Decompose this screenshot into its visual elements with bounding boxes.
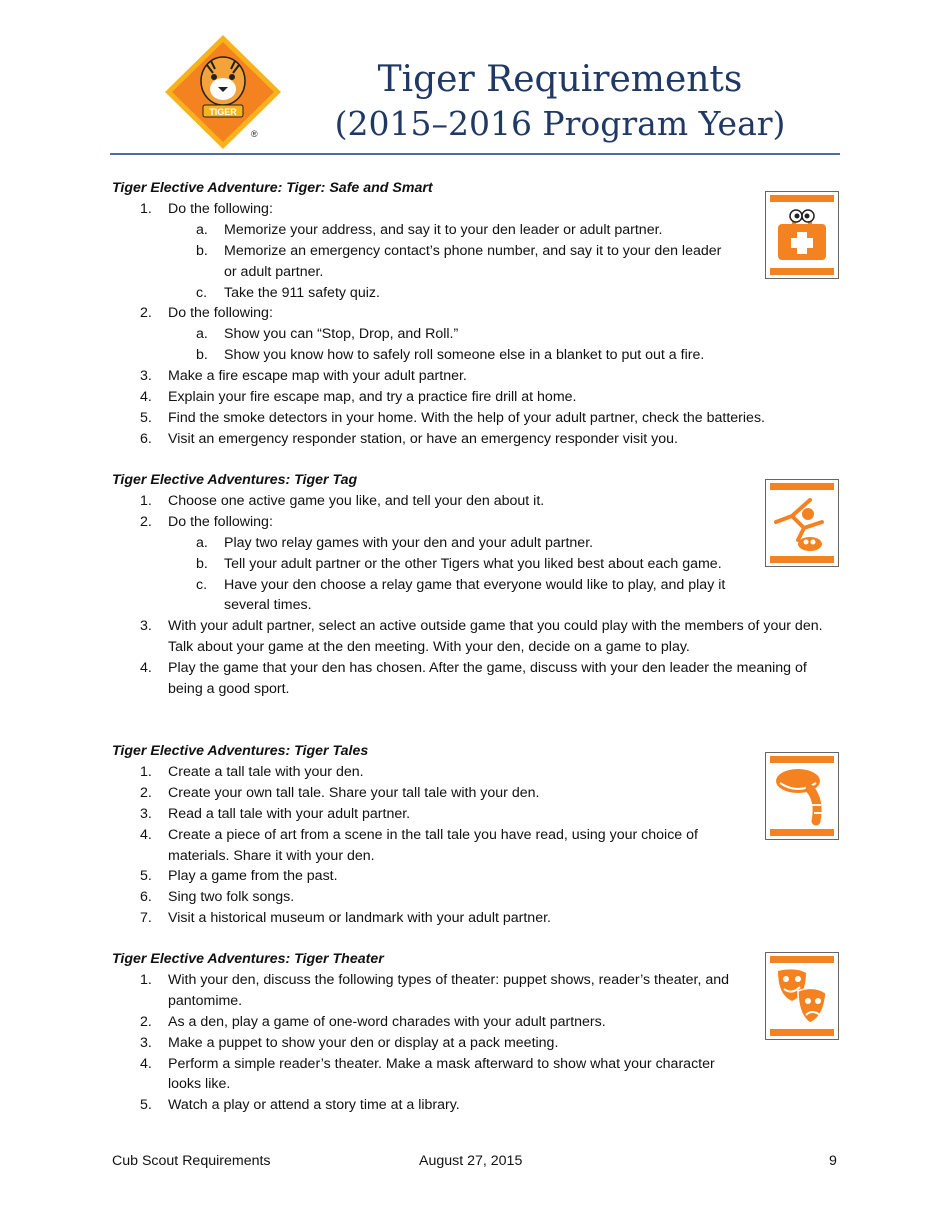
running-tiger-icon [770, 492, 834, 554]
header-divider [110, 153, 840, 155]
list-item: 7. Visit a historical museum or landmark with your adult partner. [140, 910, 551, 927]
sub-item: b. Tell your adult partner or the other Tigers what you liked best about each game. [196, 555, 722, 572]
section-tiger-tales [112, 741, 842, 929]
page-number: 9 [829, 1153, 837, 1169]
section-title: Tiger Elective Adventures: Tiger Tales [112, 743, 369, 759]
list-item: 1. Do the following: [140, 200, 273, 217]
section-tiger-theater [112, 949, 842, 1116]
list-item: 2. Do the following: [140, 305, 273, 322]
sub-item: b. Memorize an emergency contact’s phone number, and say it to your den leader or adult partner. [196, 242, 722, 280]
list-item: 4. Perform a simple reader’s theater. Make a mask afterward to show what your character looks like. [140, 1055, 715, 1093]
section-tiger-tag [112, 470, 842, 700]
section-title: Tiger Elective Adventure: Tiger: Safe and Smart [112, 180, 433, 196]
tiger-theater-badge [765, 952, 839, 1040]
list-item: 2. Create your own tall tale. Share your tall tale with your den. [140, 784, 540, 801]
list-item: 3. With your adult partner, select an active outside game that you could play with the members of your den. Talk about your game at the den meeting. With your den, decide on a game to play. [140, 618, 823, 656]
list-item: 5. Play a game from the past. [140, 868, 338, 885]
section-title: Tiger Elective Adventures: Tiger Theater [112, 951, 384, 967]
theater-masks-icon [770, 965, 834, 1027]
sub-item: a. Play two relay games with your den and your adult partner. [196, 534, 594, 551]
list-item: 6. Visit an emergency responder station, or have an emergency responder visit you. [140, 430, 678, 447]
title-line-1: Tiger Requirements [377, 59, 743, 100]
sub-item: c. Take the 911 safety quiz. [196, 284, 380, 301]
list-item: 5. Find the smoke detectors in your home. With the help of your adult partner, check the batteries. [140, 409, 765, 426]
safe-and-smart-badge [765, 191, 839, 279]
sub-item: c. Have your den choose a relay game that everyone would like to play, and play it several times. [196, 576, 726, 614]
coonskin-cap-icon [770, 765, 834, 827]
sub-item: a. Memorize your address, and say it to your den leader or adult partner. [196, 221, 663, 238]
section-title: Tiger Elective Adventures: Tiger Tag [112, 472, 358, 488]
list-item: 2. As a den, play a game of one-word charades with your adult partners. [140, 1013, 606, 1030]
sub-item: b. Show you know how to safely roll someone else in a blanket to put out a fire. [196, 347, 705, 364]
tiger-tales-badge [765, 752, 839, 840]
footer-left: Cub Scout Requirements [112, 1153, 271, 1169]
logo-registered-mark: ® [251, 129, 258, 139]
list-item: 4. Play the game that your den has chosen. After the game, discuss with your den leader the meaning of being a good sport. [140, 660, 807, 698]
tiger-tag-badge [765, 479, 839, 567]
page-title [290, 58, 830, 146]
list-item: 1. Create a tall tale with your den. [140, 763, 364, 780]
tiger-logo [163, 33, 283, 151]
list-item: 5. Watch a play or attend a story time at a library. [140, 1097, 460, 1114]
logo-text: TIGER [209, 107, 237, 117]
list-item: 6. Sing two folk songs. [140, 889, 295, 906]
list-item: 2. Do the following: [140, 513, 273, 530]
list-item: 4. Create a piece of art from a scene in the tall tale you have read, using your choice of materials. Share it with your den. [140, 826, 698, 864]
section-safe-and-smart [112, 178, 842, 450]
list-item: 1. With your den, discuss the following types of theater: puppet shows, reader’s theater, and pantomime. [140, 971, 729, 1009]
list-item: 3. Read a tall tale with your adult partner. [140, 805, 411, 822]
sub-item: a. Show you can “Stop, Drop, and Roll.” [196, 326, 459, 343]
list-item: 4. Explain your fire escape map, and try a practice fire drill at home. [140, 389, 577, 406]
footer-date: August 27, 2015 [419, 1153, 523, 1169]
list-item: 3. Make a puppet to show your den or display at a pack meeting. [140, 1034, 559, 1051]
list-item: 1. Choose one active game you like, and tell your den about it. [140, 492, 545, 509]
title-line-2: (2015–2016 Program Year) [334, 104, 786, 143]
list-item: 3. Make a fire escape map with your adult partner. [140, 368, 467, 385]
first-aid-kit-icon [770, 204, 834, 266]
